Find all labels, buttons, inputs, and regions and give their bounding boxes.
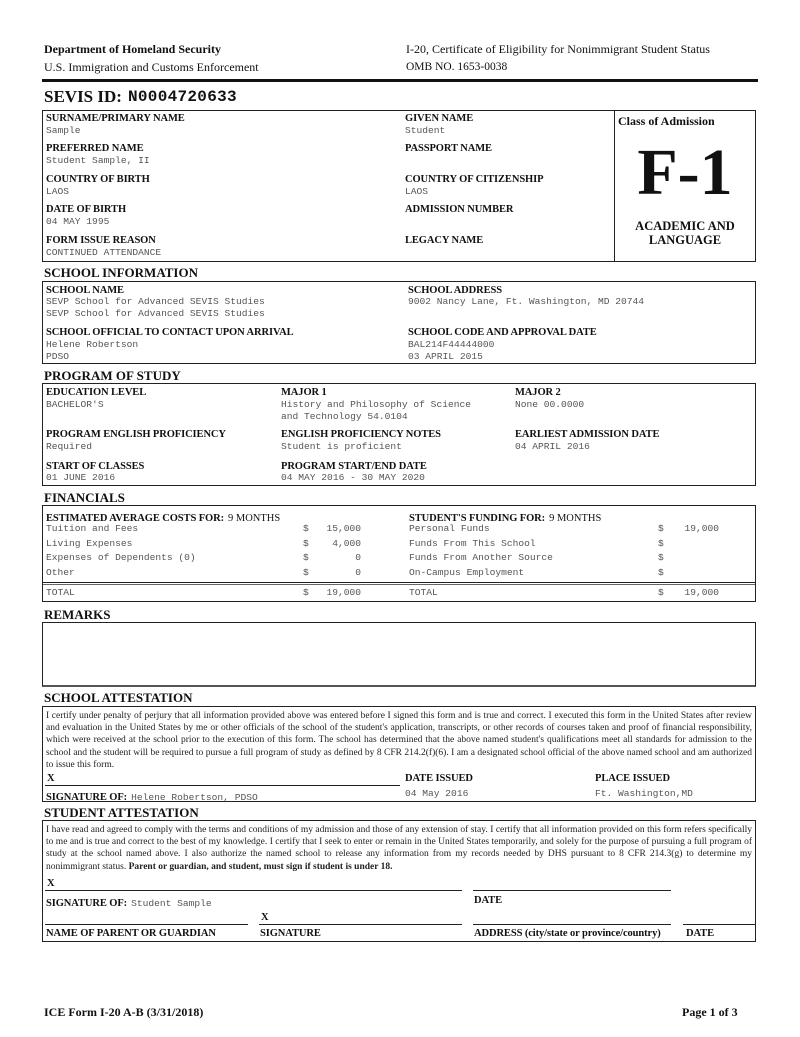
student-attestation-body: I have read and agreed to comply with the terms and conditions of my admission and those of any extension of stay. I certify that all information provided on this form refers specifically to me and is true and correct to the best of my knowledge. I certify that I seek to enter or remain in the United States temporarily, and solely for the purpose of pursuing a full program of study at the school named above. I also authorize the named school to release any information from my records needed by DHS pursuant to 8 CFR 214.3(g) to determine my nonimmigrant status. bbox=[46, 825, 752, 872]
funding-row bbox=[409, 523, 719, 538]
cost-currency: $ bbox=[303, 552, 309, 563]
page-number: Page 1 of 3 bbox=[682, 1005, 738, 1019]
funding-list bbox=[409, 523, 719, 583]
student-signature-label: SIGNATURE OF: bbox=[46, 898, 128, 909]
program-of-study-box bbox=[42, 383, 756, 486]
cost-item: Living Expenses bbox=[46, 537, 133, 549]
funding-item: On-Campus Employment bbox=[409, 566, 525, 578]
remarks-box bbox=[42, 622, 756, 687]
form-issue-reason-label: FORM ISSUE REASON bbox=[46, 235, 156, 246]
funding-row bbox=[409, 567, 719, 582]
form-title: I-20, Certificate of Eligibility for Nonimmigrant Student Status bbox=[406, 42, 710, 56]
cost-currency: $ bbox=[303, 566, 309, 578]
cost-amount: 0 bbox=[355, 552, 361, 563]
funding-total-row bbox=[409, 587, 719, 601]
school-name-label: SCHOOL NAME bbox=[46, 285, 124, 296]
school-signature-line[interactable] bbox=[45, 785, 400, 786]
school-attestation-box bbox=[42, 706, 756, 802]
major1-line1: History and Philosophy of Science bbox=[281, 399, 471, 410]
cost-item: Expenses of Dependents (0) bbox=[46, 552, 196, 563]
school-signature-x-mark: X bbox=[47, 773, 55, 784]
school-name-line2: SEVP School for Advanced SEVIS Studies bbox=[46, 308, 265, 319]
costs-period: 9 MONTHS bbox=[227, 513, 281, 524]
funding-row bbox=[409, 552, 719, 567]
parent-address-line[interactable] bbox=[473, 924, 671, 925]
financials-heading: FINANCIALS bbox=[44, 490, 125, 505]
surname-value: Sample bbox=[46, 125, 81, 136]
cost-row bbox=[46, 552, 401, 567]
place-issued-value: Ft. Washington,MD bbox=[595, 788, 693, 799]
cost-amount: 15,000 bbox=[326, 523, 361, 534]
form-issue-reason-value: CONTINUED ATTENDANCE bbox=[46, 247, 162, 258]
school-information-heading: SCHOOL INFORMATION bbox=[44, 265, 198, 280]
omb-number: OMB NO. 1653-0038 bbox=[406, 61, 508, 73]
surname-label: SURNAME/PRIMARY NAME bbox=[46, 113, 185, 124]
major2-label: MAJOR 2 bbox=[515, 387, 561, 398]
student-signature-name: Student Sample bbox=[131, 898, 212, 909]
english-proficiency-notes-value: Student is proficient bbox=[281, 441, 402, 452]
school-address-value: 9002 Nancy Lane, Ft. Washington, MD 20744 bbox=[408, 296, 645, 307]
class-of-admission-label: Class of Admission bbox=[618, 114, 715, 128]
preferred-name-label: PREFERRED NAME bbox=[46, 143, 144, 154]
funding-item: Funds From Another Source bbox=[409, 552, 553, 563]
funding-currency: $ bbox=[658, 552, 664, 563]
program-english-proficiency-value: Required bbox=[46, 441, 93, 452]
school-official-label: SCHOOL OFFICIAL TO CONTACT UPON ARRIVAL bbox=[46, 327, 294, 338]
totals-rule-secondary bbox=[43, 584, 755, 585]
remarks-heading: REMARKS bbox=[44, 607, 111, 622]
funding-row bbox=[409, 538, 719, 553]
form-id: ICE Form I-20 A-B (3/31/2018) bbox=[44, 1005, 204, 1019]
costs-total-row bbox=[46, 587, 401, 601]
earliest-admission-value: 04 APRIL 2016 bbox=[515, 441, 590, 452]
program-english-proficiency-label: PROGRAM ENGLISH PROFICIENCY bbox=[46, 429, 226, 440]
school-code-label: SCHOOL CODE AND APPROVAL DATE bbox=[408, 327, 597, 338]
funding-currency: $ bbox=[658, 566, 664, 578]
date-issued-value: 04 May 2016 bbox=[405, 788, 469, 799]
parent-signature-label: SIGNATURE bbox=[260, 928, 321, 939]
cost-amount: 0 bbox=[355, 566, 361, 578]
student-attestation-text bbox=[46, 824, 752, 873]
school-signature-label: SIGNATURE OF: bbox=[46, 792, 128, 803]
cost-item: Other bbox=[46, 566, 75, 578]
parent-name-label: NAME OF PARENT OR GUARDIAN bbox=[46, 928, 216, 939]
costs-label: ESTIMATED AVERAGE COSTS FOR: bbox=[46, 513, 224, 524]
preferred-name-value: Student Sample, II bbox=[46, 155, 150, 166]
cost-currency: $ bbox=[303, 537, 309, 549]
given-name-label: GIVEN NAME bbox=[405, 113, 474, 124]
major1-label: MAJOR 1 bbox=[281, 387, 327, 398]
financials-box bbox=[42, 505, 756, 602]
cost-row bbox=[46, 567, 401, 582]
cost-row bbox=[46, 523, 401, 538]
student-attestation-heading: STUDENT ATTESTATION bbox=[44, 805, 199, 820]
passport-name-label: PASSPORT NAME bbox=[405, 143, 492, 154]
class-description-line1: ACADEMIC AND bbox=[635, 219, 735, 233]
costs-total-amount: 19,000 bbox=[326, 587, 361, 598]
costs-list bbox=[46, 523, 401, 583]
country-of-birth-label: COUNTRY OF BIRTH bbox=[46, 174, 150, 185]
parent-date-label: DATE bbox=[686, 928, 714, 939]
school-official-name: Helene Robertson bbox=[46, 339, 139, 350]
parent-address-label: ADDRESS (city/state or province/country) bbox=[474, 928, 661, 939]
student-signature-field bbox=[46, 893, 212, 911]
place-issued-label: PLACE ISSUED bbox=[595, 773, 670, 784]
program-of-study-heading: PROGRAM OF STUDY bbox=[44, 368, 181, 383]
school-code-value: BAL214F44444000 bbox=[408, 339, 495, 350]
parent-name-line[interactable] bbox=[45, 924, 248, 925]
program-dates-value: 04 MAY 2016 - 30 MAY 2020 bbox=[281, 472, 425, 483]
agency-name: Department of Homeland Security bbox=[44, 42, 221, 56]
start-of-classes-label: START OF CLASSES bbox=[46, 461, 145, 472]
funding-total-label: TOTAL bbox=[409, 587, 438, 598]
date-of-birth-value: 04 MAY 1995 bbox=[46, 216, 110, 227]
major1-line2: and Technology 54.0104 bbox=[281, 411, 408, 422]
funding-total-amount: 19,000 bbox=[684, 587, 719, 598]
admission-number-label: ADMISSION NUMBER bbox=[405, 204, 514, 215]
school-attestation-text: I certify under penalty of perjury that all information provided above was entered before I signed this form and is true and correct. I executed this form in the United States after review and evaluation in the United States by me or other officials of the school of the student's application, transcripts, or other records of courses taken and proof of financial responsibility, which were received at the school prior to the execution of this form. The school has determined that the above named student's qualifications meet all standards for admission to the school and the student will be required to pursue a full program of study as defined by 8 CFR 214.2(f)(6). I am a designated school official of the above named school and am authorized to issue this form. bbox=[46, 711, 752, 770]
class-of-admission-box bbox=[614, 110, 756, 262]
cost-row bbox=[46, 538, 401, 553]
cost-item: Tuition and Fees bbox=[46, 523, 139, 534]
costs-total-label: TOTAL bbox=[46, 587, 75, 598]
school-address-label: SCHOOL ADDRESS bbox=[408, 285, 503, 296]
parent-signature-line[interactable] bbox=[259, 924, 462, 925]
student-attestation-box bbox=[42, 820, 756, 942]
school-information-box bbox=[42, 281, 756, 364]
parent-date-line[interactable] bbox=[683, 924, 756, 925]
education-level-value: BACHELOR'S bbox=[46, 399, 104, 410]
funding-amount: 19,000 bbox=[684, 523, 719, 534]
program-dates-label: PROGRAM START/END DATE bbox=[281, 461, 427, 472]
education-level-label: EDUCATION LEVEL bbox=[46, 387, 147, 398]
student-signature-line[interactable] bbox=[45, 890, 462, 891]
earliest-admission-label: EARLIEST ADMISSION DATE bbox=[515, 429, 660, 440]
school-attestation-heading: SCHOOL ATTESTATION bbox=[44, 690, 193, 705]
school-name-line1: SEVP School for Advanced SEVIS Studies bbox=[46, 296, 265, 307]
legacy-name-label: LEGACY NAME bbox=[405, 235, 484, 246]
cost-currency: $ bbox=[303, 523, 309, 534]
class-description-line2: LANGUAGE bbox=[648, 233, 722, 247]
sevis-id-value: N0004720633 bbox=[128, 88, 237, 106]
funding-total-currency: $ bbox=[658, 587, 664, 598]
funding-item: Funds From This School bbox=[409, 537, 536, 549]
parent-signature-x-mark: X bbox=[261, 912, 269, 923]
country-of-citizenship-value: LAOS bbox=[405, 186, 429, 197]
sub-agency-name: U.S. Immigration and Customs Enforcement bbox=[44, 60, 259, 74]
class-of-admission-code: F-1 bbox=[637, 136, 733, 209]
english-proficiency-notes-label: ENGLISH PROFICIENCY NOTES bbox=[281, 429, 441, 440]
student-info-box bbox=[42, 110, 615, 262]
student-date-label: DATE bbox=[474, 895, 502, 906]
header-rule bbox=[42, 79, 758, 82]
funding-currency: $ bbox=[658, 537, 664, 549]
funding-period: 9 MONTHS bbox=[549, 513, 602, 524]
funding-currency: $ bbox=[658, 523, 664, 534]
funding-label: STUDENT'S FUNDING FOR: bbox=[409, 513, 546, 524]
cost-amount: 4,000 bbox=[332, 537, 361, 549]
student-date-line[interactable] bbox=[473, 890, 671, 891]
school-signature-name: Helene Robertson, PDSO bbox=[131, 792, 258, 803]
school-approval-date: 03 APRIL 2015 bbox=[408, 351, 483, 362]
date-of-birth-label: DATE OF BIRTH bbox=[46, 204, 127, 215]
school-official-title: PDSO bbox=[46, 351, 70, 362]
school-signature-field bbox=[46, 787, 258, 805]
costs-total-currency: $ bbox=[303, 587, 309, 598]
sevis-id-label: SEVIS ID: bbox=[44, 87, 122, 106]
major2-value: None 00.0000 bbox=[515, 399, 585, 410]
student-signature-x-mark: X bbox=[47, 878, 55, 889]
start-of-classes-value: 01 JUNE 2016 bbox=[46, 472, 116, 483]
country-of-citizenship-label: COUNTRY OF CITIZENSHIP bbox=[405, 174, 544, 185]
given-name-value: Student bbox=[405, 125, 446, 136]
country-of-birth-value: LAOS bbox=[46, 186, 70, 197]
funding-item: Personal Funds bbox=[409, 523, 490, 534]
date-issued-label: DATE ISSUED bbox=[405, 773, 473, 784]
student-attestation-minor-notice: Parent or guardian, and student, must sign if student is under 18. bbox=[128, 861, 393, 872]
totals-rule bbox=[43, 582, 755, 583]
